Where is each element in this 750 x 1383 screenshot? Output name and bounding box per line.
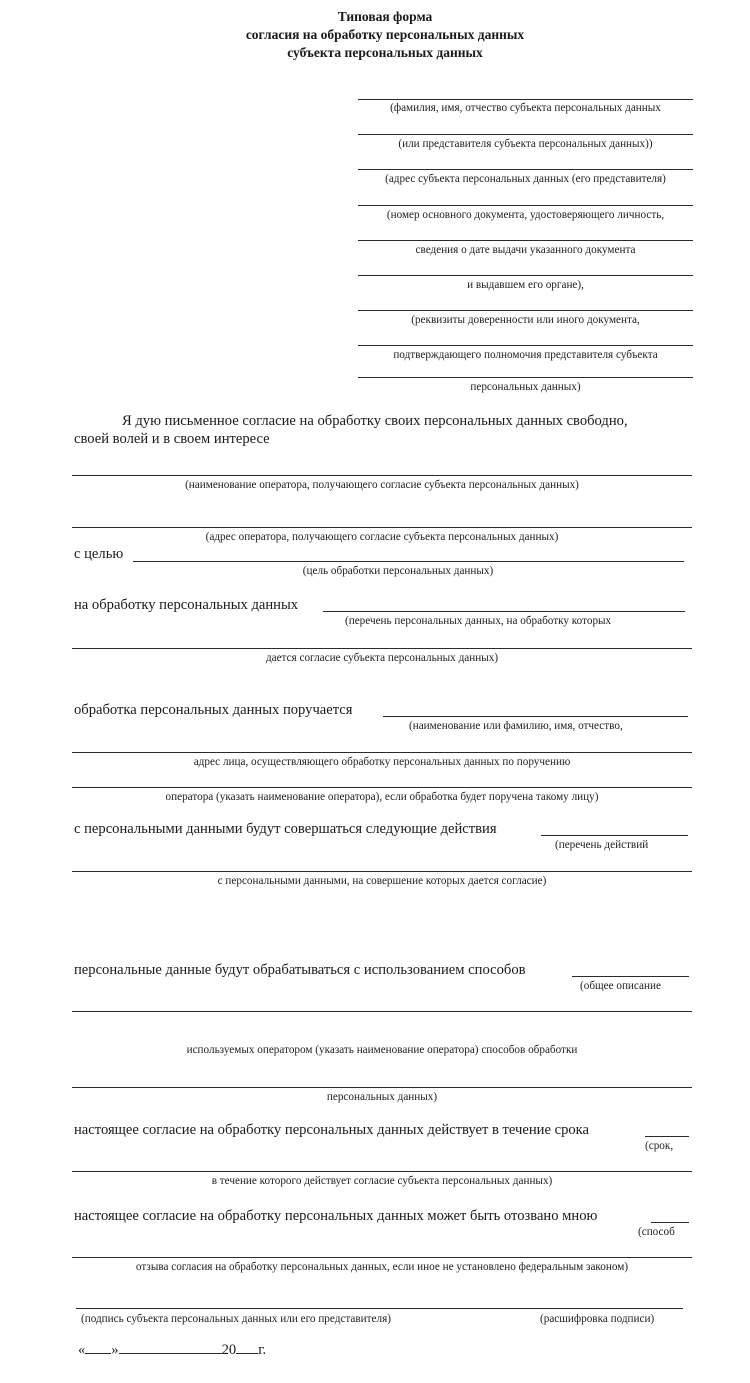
subject-document-issuer-field[interactable] (358, 275, 693, 276)
operator-name-field[interactable] (72, 475, 692, 476)
subject-representative-field[interactable] (358, 134, 693, 135)
purpose-caption: (цель обработки персональных данных) (302, 565, 494, 577)
proxy-document-field[interactable] (358, 310, 693, 311)
operator-address-caption: (адрес оператора, получающего согласие субъекта персональных данных) (205, 531, 559, 543)
subject-name-field[interactable] (358, 99, 693, 100)
delegate-operator-field[interactable] (72, 787, 692, 788)
consent-intro-line2: своей волей и в своем интересе (74, 431, 270, 447)
subject-document-date-field[interactable] (358, 240, 693, 241)
signature-decoding-caption: (расшифровка подписи) (540, 1313, 655, 1325)
operator-name-caption: (наименование оператора, получающего согласие субъекта персональных данных) (185, 479, 579, 491)
purpose-field[interactable] (133, 561, 684, 562)
date-day-field[interactable] (85, 1339, 111, 1354)
date-year-field[interactable] (236, 1339, 258, 1354)
form-title-line1: Типовая форма (337, 9, 433, 24)
methods-field-3[interactable] (72, 1087, 692, 1088)
actions-field[interactable] (541, 835, 688, 836)
methods-field-2[interactable] (72, 1011, 692, 1012)
proxy-authority-field[interactable] (358, 345, 693, 346)
methods-caption-1: (общее описание (580, 980, 661, 992)
revoke-caption-1: (способ (638, 1226, 675, 1238)
data-caption-1: (перечень персональных данных, на обработку которых (345, 615, 612, 627)
methods-label: персональные данные будут обрабатываться с использованием способов (74, 962, 526, 978)
term-field[interactable] (645, 1136, 689, 1137)
revoke-label: настоящее согласие на обработку персональных данных может быть отозвано мною (74, 1208, 598, 1224)
methods-caption-2: используемых оператором (указать наименование оператора) способов обработки (186, 1044, 578, 1056)
revoke-method-field[interactable] (651, 1222, 689, 1223)
consent-intro-line1: Я дую письменное согласие на обработку своих персональных данных свободно, (122, 413, 628, 429)
revoke-caption-2: отзыва согласия на обработку персональных данных, если иное не установлено федеральным законом) (135, 1261, 629, 1273)
data-label: на обработку персональных данных (74, 597, 299, 613)
subject-caption-2: (или представителя субъекта персональных данных)) (398, 138, 653, 150)
operator-address-field[interactable] (72, 527, 692, 528)
term-caption-1: (срок, (645, 1140, 674, 1152)
subject-caption-3: (адрес субъекта персональных данных (его представителя) (385, 173, 666, 185)
term-caption-2: в течение которого действует согласие субъекта персональных данных) (211, 1175, 553, 1187)
delegate-name-field[interactable] (383, 716, 688, 717)
methods-field[interactable] (572, 976, 689, 977)
term-label: настоящее согласие на обработку персональных данных действует в течение срока (74, 1122, 590, 1138)
delegation-caption-2: адрес лица, осуществляющего обработку персональных данных по поручению (193, 756, 571, 768)
subject-caption-1: (фамилия, имя, отчество субъекта персональных данных (390, 102, 661, 114)
personal-data-list-field[interactable] (323, 611, 685, 612)
delegation-caption-1: (наименование или фамилию, имя, отчество, (409, 720, 623, 732)
revoke-method-field-2[interactable] (72, 1257, 692, 1258)
date-line (78, 1339, 266, 1359)
subject-caption-7: (реквизиты доверенности или иного документа, (411, 314, 640, 326)
term-field-2[interactable] (72, 1171, 692, 1172)
methods-caption-3: персональных данных) (326, 1091, 438, 1103)
subject-caption-6: и выдавшем его органе), (467, 279, 584, 291)
signature-caption: (подпись субъекта персональных данных или его представителя) (81, 1313, 391, 1325)
subject-document-number-field[interactable] (358, 205, 693, 206)
date-month-field[interactable] (119, 1339, 222, 1354)
subject-caption-8: подтверждающего полномочия представителя субъекта (393, 349, 658, 361)
subject-address-field[interactable] (358, 169, 693, 170)
actions-caption-1: (перечень действий (555, 839, 649, 851)
actions-field-2[interactable] (72, 871, 692, 872)
delegation-label: обработка персональных данных поручается (74, 702, 353, 718)
purpose-label: с целью (74, 546, 124, 562)
subject-caption-4: (номер основного документа, удостоверяющего личность, (386, 209, 665, 221)
form-title-line2: согласия на обработку персональных данных (245, 27, 525, 42)
date-year-prefix: 20 (221, 1342, 237, 1358)
date-open-quote: « (78, 1342, 86, 1358)
actions-caption-2: с персональными данными, на совершение которых дается согласие) (217, 875, 547, 887)
form-title-line3: субъекта персональных данных (287, 45, 483, 60)
date-year-suffix: г. (258, 1342, 267, 1358)
data-caption-2: дается согласие субъекта персональных данных) (265, 652, 499, 664)
signature-field[interactable] (76, 1308, 683, 1309)
delegation-caption-3: оператора (указать наименование оператора), если обработка будет поручена такому лицу) (165, 791, 599, 803)
personal-data-list-field-2[interactable] (72, 648, 692, 649)
actions-label: с персональными данными будут совершаться следующие действия (74, 821, 497, 837)
delegate-address-field[interactable] (72, 752, 692, 753)
proxy-subject-field[interactable] (358, 377, 693, 378)
subject-caption-9: персональных данных) (470, 381, 581, 393)
subject-caption-5: сведения о дате выдачи указанного документа (415, 244, 636, 256)
date-close-quote: » (111, 1342, 119, 1358)
